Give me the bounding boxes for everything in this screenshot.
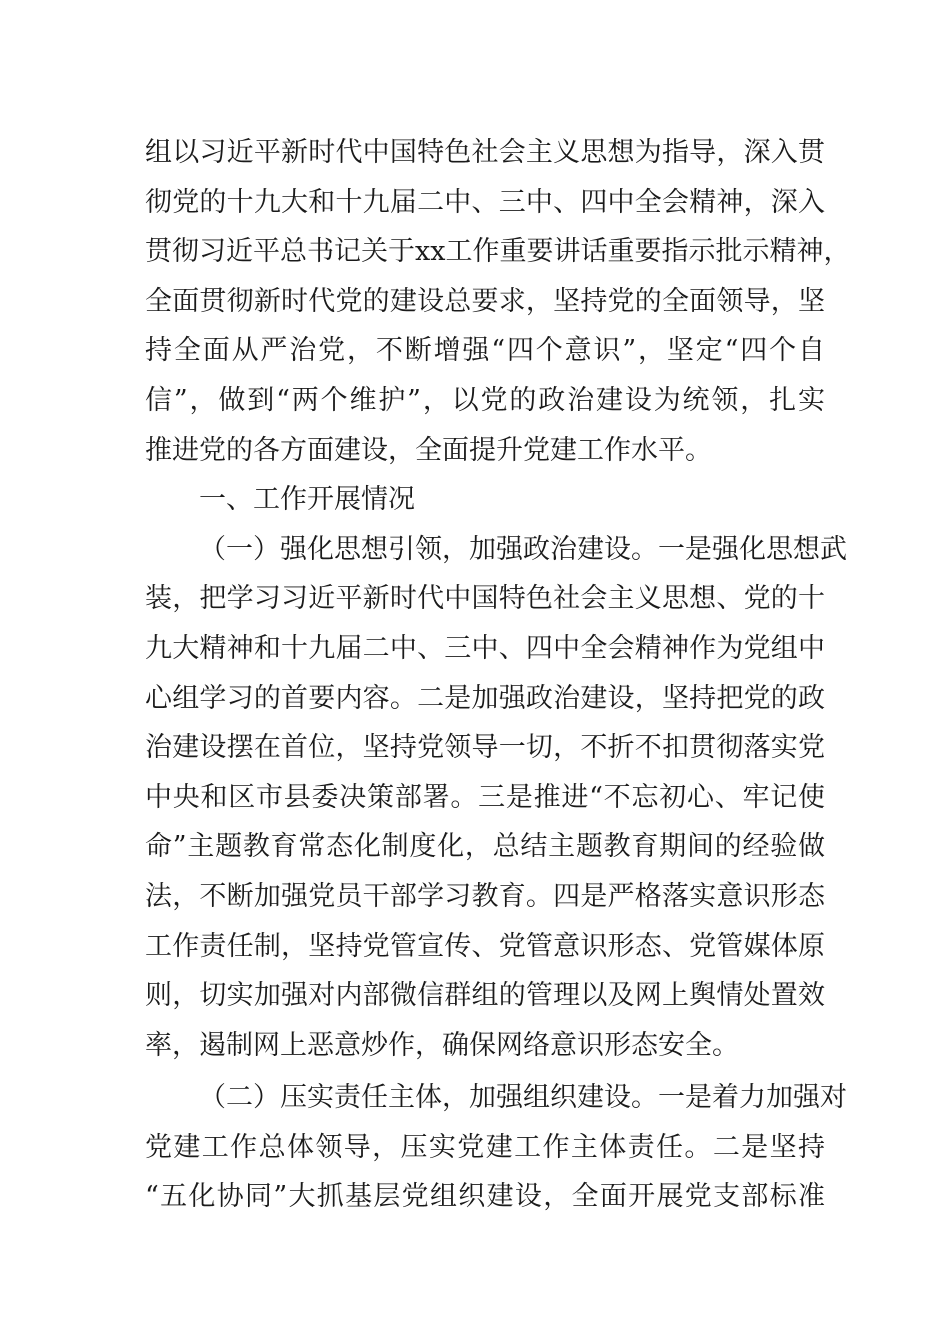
paragraph-first-line: （一）强化思想引领，加强政治建设。一是强化思想武 bbox=[199, 533, 847, 565]
text-line: 九大精神和十九届二中、三中、四中全会精神作为党组中 bbox=[145, 632, 825, 664]
text-line: 治建设摆在首位，坚持党领导一切，不折不扣贯彻落实党 bbox=[145, 732, 825, 764]
text-line: 持全面从严治党，不断增强“四个意识”，坚定“四个自 bbox=[145, 335, 825, 367]
document-body bbox=[145, 128, 851, 1222]
text-line: “五化协同”大抓基层党组织建设，全面开展党支部标准 bbox=[145, 1181, 825, 1213]
text-line: 则，切实加强对内部微信群组的管理以及网上舆情处置效 bbox=[145, 980, 825, 1012]
text-line: 信”，做到“两个维护”，以党的政治建设为统领，扎实 bbox=[145, 384, 825, 416]
text-line: 彻党的十九大和十九届二中、三中、四中全会精神，深入 bbox=[145, 186, 825, 218]
section-heading: 一、工作开展情况 bbox=[199, 484, 415, 516]
text-line: 命”主题教育常态化制度化，总结主题教育期间的经验做 bbox=[145, 831, 825, 863]
text-line: 装，把学习习近平新时代中国特色社会主义思想、党的十 bbox=[145, 583, 825, 615]
text-line: 推进党的各方面建设，全面提升党建工作水平。 bbox=[145, 434, 712, 466]
text-line: 率，遏制网上恶意炒作，确保网络意识形态安全。 bbox=[145, 1029, 739, 1061]
text-line: 贯彻习近平总书记关于xx工作重要讲话重要指示批示精神， bbox=[145, 236, 851, 268]
text-line: 全面贯彻新时代党的建设总要求，坚持党的全面领导，坚 bbox=[145, 285, 825, 317]
text-line: 组以习近平新时代中国特色社会主义思想为指导，深入贯 bbox=[145, 137, 825, 168]
paragraph-first-line: （二）压实责任主体，加强组织建设。一是着力加强对 bbox=[199, 1082, 847, 1114]
text-line: 工作责任制，坚持党管宣传、党管意识形态、党管媒体原 bbox=[145, 930, 825, 962]
text-line: 中央和区市县委决策部署。三是推进“不忘初心、牢记使 bbox=[145, 781, 825, 813]
text-line: 党建工作总体领导，压实党建工作主体责任。二是坚持 bbox=[145, 1131, 825, 1163]
text-line: 法，不断加强党员干部学习教育。四是严格落实意识形态 bbox=[145, 880, 825, 912]
text-line: 心组学习的首要内容。二是加强政治建设，坚持把党的政 bbox=[145, 682, 825, 714]
